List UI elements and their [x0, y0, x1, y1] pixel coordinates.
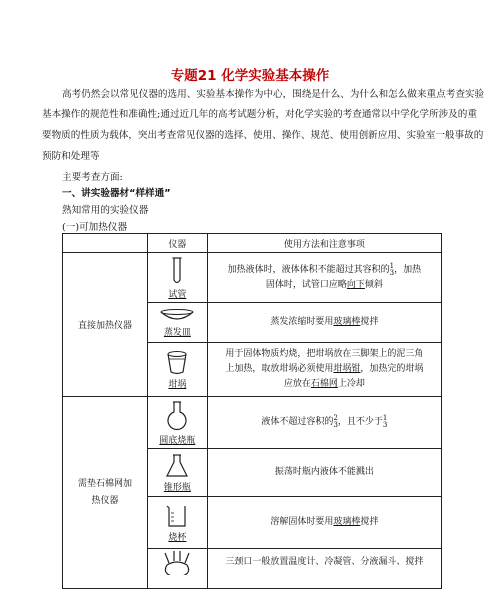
instrument-table [62, 233, 442, 589]
intro-line-3: 要物质的性质为载体，突出考查常见仪器的选择、使用、操作、规范、使用创新应用、实验室一般事故的 [42, 130, 484, 141]
instrument-name: 烧杯 [168, 532, 187, 543]
usage-text: ，且不少于 [337, 417, 383, 427]
test-tube-icon [167, 256, 187, 286]
usage-cell [207, 253, 441, 303]
instrument-cell [147, 497, 207, 549]
intro-line-2: 基本操作的规范性和准确性;通过近几年的高考试题分析，对化学实验的考查通常以中学化学所涉及的重 [42, 109, 477, 120]
instrument-name: 坩埚 [168, 379, 187, 390]
usage-cell [207, 397, 441, 449]
header-usage: 使用方法和注意事项 [207, 234, 441, 253]
table-row [63, 253, 442, 303]
fraction [383, 415, 387, 429]
instrument-cell [147, 303, 207, 343]
evaporating-dish-icon [159, 308, 195, 324]
conical-flask-icon [165, 453, 189, 479]
usage-cell: 三颈口一般放置温度计、冷凝管、分液漏斗、搅拌 [207, 549, 441, 589]
usage-text: 搅拌 [360, 517, 379, 527]
familiar-label: 熟知常用的实验仪器 [62, 205, 149, 216]
table-header-row [63, 234, 442, 253]
usage-text: 溶解固体时要用 [270, 517, 334, 527]
usage-text: 倾斜 [364, 279, 383, 290]
instrument-name: 锥形瓶 [163, 482, 191, 493]
usage-text: 上冷却 [337, 379, 365, 389]
usage-text: ，加热 [394, 264, 422, 275]
usage-text: 加热液体时，液体体积不能超过其容积的 [227, 264, 390, 275]
instrument-name: 蒸发皿 [163, 327, 191, 338]
fraction-denominator: 3 [382, 421, 388, 429]
main-points: 主要考查方面: [62, 172, 123, 183]
underlined-answer: 坩埚钳 [333, 364, 361, 374]
fraction-numerator: 2 [333, 414, 338, 422]
intro-line-4: 预防和处理等 [42, 151, 100, 162]
instrument-cell [147, 549, 207, 589]
underlined-answer: 玻璃棒 [333, 317, 361, 327]
fraction-numerator: 1 [389, 261, 395, 270]
usage-text: 应放在 [283, 379, 311, 389]
fraction-numerator: 1 [382, 414, 388, 422]
instrument-cell [147, 253, 207, 303]
instrument-cell [147, 449, 207, 497]
fraction [333, 415, 337, 429]
group-direct-heating: 直接加热仪器 [63, 253, 148, 397]
fraction-denominator: 3 [333, 421, 338, 429]
usage-cell [207, 343, 441, 397]
usage-text: 蒸发浓缩时要用 [270, 317, 334, 327]
underlined-answer: 玻璃棒 [333, 517, 361, 527]
fraction [390, 263, 394, 277]
instrument-name: 试管 [168, 289, 187, 300]
group-asbestos-gauze-heating [63, 397, 148, 589]
fraction-denominator: 3 [389, 268, 395, 277]
round-bottom-flask-icon [164, 400, 190, 432]
usage-text: 液体不超过容积的 [261, 417, 334, 427]
instrument-cell [147, 397, 207, 449]
subsection-heading: (一)可加热仪器 [62, 222, 128, 233]
group-label: 需垫石棉网加热仪器 [77, 478, 132, 506]
section-heading: 一、讲实验器材“样样通” [62, 188, 171, 199]
underlined-answer: 石棉网 [310, 379, 338, 389]
instrument-name: 圆底烧瓶 [159, 435, 196, 446]
usage-cell [207, 303, 441, 343]
underlined-answer: 向下 [346, 279, 365, 290]
intro-line-1: 高考仍然会以常见仪器的选用、实验基本操作为中心，围绕是什么、为什么和怎么做来重点考查实验 [62, 89, 485, 100]
header-blank [63, 234, 148, 253]
page-title: 专题21 化学实验基本操作 [170, 68, 330, 84]
usage-text: 用于固体物质灼烧，把坩埚放在三脚架上的泥三角 [225, 349, 424, 359]
three-neck-flask-icon [159, 551, 195, 575]
usage-text: 固体时，试管口应略 [265, 279, 347, 290]
usage-cell: 振荡时瓶内液体不能溅出 [207, 449, 441, 497]
beaker-icon [165, 503, 189, 529]
usage-text: 搅拌 [360, 317, 379, 327]
table-row [63, 397, 442, 449]
header-instrument: 仪器 [147, 234, 207, 253]
crucible-icon [165, 350, 189, 376]
usage-cell [207, 497, 441, 549]
instrument-cell [147, 343, 207, 397]
usage-text: ，加热完的坩埚 [360, 364, 424, 374]
usage-text: 上加热，取放坩埚必须使用 [225, 364, 334, 374]
